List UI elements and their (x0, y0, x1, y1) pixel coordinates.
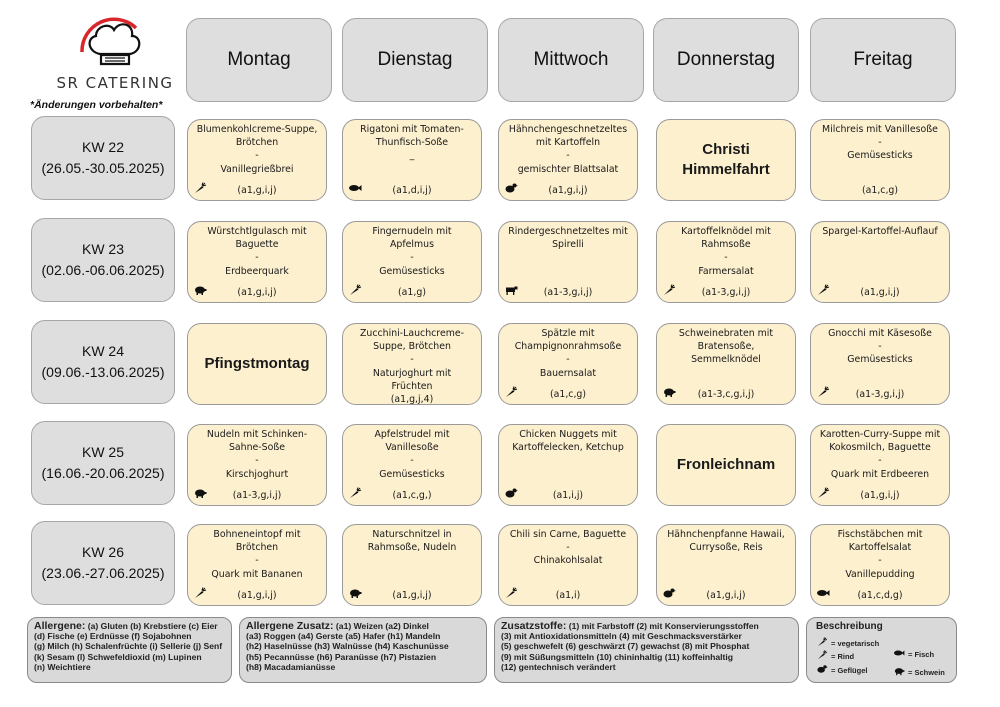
stoffe-line: (3) mit Antioxidationsmitteln (4) mit Geschmacksverstärker (501, 631, 742, 642)
holiday-label: Pfingstmontag (204, 355, 310, 372)
menu-card-montag (187, 221, 327, 303)
menu-card-donnerstag (656, 424, 796, 506)
carrot-icon (816, 487, 830, 499)
allergen-codes: (a1-3,g,i,j) (232, 489, 282, 501)
week-date-range: (02.06.-06.06.2025) (41, 262, 165, 278)
menu-card-dienstag (342, 524, 482, 606)
fish-icon (348, 182, 362, 194)
dish-name: Chili sin Carne, Baguette (509, 529, 627, 540)
allergen-codes: (a1,g,i,j) (237, 184, 277, 196)
carrot-icon (348, 487, 362, 499)
dish-separator: - (255, 555, 259, 567)
dish-side: Gemüsesticks (847, 150, 913, 162)
allergene-zusatz-box (239, 617, 487, 683)
stoffe-line: (5) geschwefelt (6) geschwärzt (7) gewachst (8) mit Phosphat (501, 641, 750, 652)
dish-separator: - (255, 455, 259, 467)
menu-card-mittwoch (498, 424, 638, 506)
allergene-line: (g) Milch (h) Schalenfrüchte (i) Sellerie (j) Senf (34, 641, 223, 652)
carrot-icon (816, 637, 828, 649)
dish-name: Hähnchenpfanne Hawaii, Currysoße, Reis (667, 529, 785, 554)
menu-card-freitag (810, 221, 950, 303)
dish-name: Gnocchi mit Käsesoße (828, 328, 932, 339)
pig-icon (193, 487, 207, 499)
week-label (31, 218, 175, 302)
stoffe-line: (12) gentechnisch verändert (501, 661, 616, 672)
dish-name: Rigatoni mit Tomaten- Thunfisch-Soße (360, 124, 464, 149)
carrot-icon (193, 587, 207, 599)
dish-name: Fingernudeln mit Apfelmus (372, 226, 452, 251)
dish-name: Naturschnitzel in Rahmsoße, Nudeln (367, 529, 457, 554)
dish-name: Chicken Nuggets mit Kartoffelecken, Ketchup (512, 429, 624, 454)
day-header-freitag: Freitag (810, 18, 956, 102)
dish-separator: - (878, 137, 882, 149)
carrot-icon (662, 284, 676, 296)
allergen-codes: (a1-3,g,i,j) (701, 286, 751, 298)
week-number: KW 26 (81, 544, 124, 560)
menu-card-mittwoch (498, 119, 638, 201)
legend-rind (816, 650, 854, 662)
allergen-codes: (a1,i) (555, 589, 581, 601)
dish-separator: - (255, 252, 259, 264)
dish-side: Vanillepudding (845, 568, 915, 580)
carrot-icon (193, 182, 207, 194)
pig-icon (662, 386, 676, 398)
allergen-codes: (a1-3,g,i,j) (855, 388, 905, 400)
day-header-montag: Montag (186, 18, 332, 102)
legend-rind-label: = Rind (831, 651, 855, 661)
menu-card-montag (187, 119, 327, 201)
dish-separator: - (878, 455, 882, 467)
dish-name: Rindergeschnetzeltes mit Spirelli (508, 226, 628, 251)
dish-separator: - (255, 150, 259, 162)
allergen-codes: (a1,g,j,4) (390, 394, 434, 406)
menu-card-montag (187, 524, 327, 606)
dish-name: Schweinebraten mit Bratensoße, Semmelknödel (678, 328, 774, 366)
dish-name: Zucchini-Lauchcreme- Suppe, Brötchen (359, 328, 464, 353)
week-date-range: (26.05.-30.05.2025) (41, 160, 165, 176)
allergene-line: (d) Fische (e) Erdnüsse (f) Sojabohnen (34, 631, 192, 642)
allergene-line: (a) Gluten (b) Krebstiere (c) Eier (87, 621, 218, 631)
carrot-icon (504, 386, 518, 398)
chicken-icon (504, 487, 518, 499)
stoffe-line: (1) mit Farbstoff (2) mit Konservierungsstoffen (568, 621, 759, 631)
allergen-codes: (a1,g,i,j) (706, 589, 746, 601)
week-label (31, 521, 175, 605)
week-label (31, 116, 175, 200)
chicken-icon (816, 664, 828, 676)
dish-name: Nudeln mit Schinken- Sahne-Soße (206, 429, 308, 454)
carrot-icon (816, 386, 830, 398)
fish-icon (816, 587, 830, 599)
dish-name: Bohneneintopf mit Brötchen (213, 529, 301, 554)
legend-veg (816, 637, 879, 649)
dish-side: Kirschjoghurt (225, 468, 289, 480)
menu-card-mittwoch (498, 323, 638, 405)
dish-name: Kartoffelknödel mit Rahmsoße (681, 226, 771, 251)
dish-side: Farmersalat (698, 265, 754, 277)
week-date-range: (16.06.-20.06.2025) (41, 465, 165, 481)
dish-name: Karotten-Curry-Suppe mit Kokosmilch, Baguette (819, 429, 941, 454)
allergene-line: (n) Weichtiere (34, 661, 91, 672)
allergen-codes: (a1,i,j) (552, 489, 584, 501)
holiday-label: Fronleichnam (676, 456, 776, 473)
menu-card-montag (187, 424, 327, 506)
allergen-codes: (a1,g,i,j) (860, 286, 900, 298)
dish-separator: - (878, 555, 882, 567)
day-header-mittwoch: Mittwoch (498, 18, 644, 102)
zusatz-line: (a1) Weizen (a2) Dinkel (335, 621, 429, 631)
zusatzstoffe-box (494, 617, 799, 683)
dish-side: Quark mit Erdbeeren (830, 468, 930, 480)
cow-icon (504, 284, 518, 296)
legend-fisch-label: = Fisch (908, 649, 935, 659)
menu-card-mittwoch (498, 221, 638, 303)
allergen-codes: (a1,d,i,j) (392, 184, 432, 196)
carrot-icon (504, 587, 518, 599)
menu-card-donnerstag (656, 524, 796, 606)
allergen-codes: (a1-3,c,g,i,j) (697, 388, 755, 400)
menu-card-donnerstag (656, 323, 796, 405)
dish-side: Erdbeerquark (225, 265, 289, 277)
legend-fisch (893, 648, 934, 660)
dish-side: gemischter Blattsalat (517, 163, 619, 175)
holiday-label: Christi Himmelfahrt (682, 141, 770, 178)
menu-card-dienstag (342, 119, 482, 201)
allergen-codes: (a1,g,i,j) (237, 589, 277, 601)
zusatz-line: (h2) Haselnüsse (h3) Walnüsse (h4) Kaschunüsse (246, 641, 449, 652)
dish-side: Gemüsesticks (379, 265, 445, 277)
dish-name: Milchreis mit Vanillesoße (822, 124, 938, 135)
week-date-range: (09.06.-13.06.2025) (41, 364, 165, 380)
allergen-codes: (a1,c,g,) (392, 489, 432, 501)
allergen-codes: (a1,g) (398, 286, 426, 298)
menu-card-freitag (810, 323, 950, 405)
menu-card-freitag (810, 119, 950, 201)
allergene-box (27, 617, 232, 683)
legend-box (806, 617, 957, 683)
dish-separator: - (410, 252, 414, 264)
zusatz-title: Allergene Zusatz: (246, 620, 334, 632)
chicken-icon (504, 182, 518, 194)
dish-separator: - (410, 354, 414, 366)
allergen-codes: (a1,g,i,j) (548, 184, 588, 196)
dish-side: Gemüsesticks (379, 468, 445, 480)
zusatz-line: (a3) Roggen (a4) Gerste (a5) Hafer (h1) Mandeln (246, 631, 441, 642)
week-number: KW 24 (81, 343, 124, 359)
legend-schwein-label: = Schwein (908, 667, 945, 677)
dish-separator: _ (409, 150, 415, 162)
pig-icon (893, 666, 905, 678)
allergen-codes: (a1,g,i,j) (237, 286, 277, 298)
logo (42, 14, 192, 98)
allergen-codes: (a1,g,i,j) (392, 589, 432, 601)
menu-card-montag (187, 323, 327, 405)
dish-separator: - (724, 252, 728, 264)
week-number: KW 25 (81, 444, 124, 460)
dish-side: Quark mit Bananen (211, 568, 303, 580)
carrot-icon (816, 650, 828, 662)
dish-side: Bauernsalat (539, 367, 597, 379)
menu-card-dienstag (342, 323, 482, 405)
disclaimer-note: *Änderungen vorbehalten* (30, 99, 163, 111)
dish-side: Naturjoghurt mit Früchten (372, 367, 452, 392)
dish-name: Spargel-Kartoffel-Auflauf (822, 226, 938, 237)
zusatzstoffe-title: Zusatzstoffe: (501, 620, 567, 632)
week-number: KW 23 (81, 241, 124, 257)
chef-hat-logo-icon (74, 14, 152, 72)
week-number: KW 22 (81, 139, 124, 155)
dish-side: Gemüsesticks (847, 354, 913, 366)
allergene-line: (k) Sesam (l) Schwefeldioxid (m) Lupinen (34, 651, 202, 662)
legend-gefluegel (816, 664, 867, 676)
menu-card-donnerstag (656, 221, 796, 303)
legend-schwein (893, 666, 945, 678)
carrot-icon (816, 284, 830, 296)
stoffe-line: (9) mit Süßungsmitteln (10) chininhaltig (11) koffeinhaltig (501, 651, 734, 662)
zusatz-line: (h5) Pecannüsse (h6) Paranüsse (h7) Pistazien (246, 651, 437, 662)
dish-name: Blumenkohlcreme-Suppe, Brötchen (196, 124, 318, 149)
dish-name: Würstchtlgulasch mit Baguette (207, 226, 307, 251)
week-date-range: (23.06.-27.06.2025) (41, 565, 165, 581)
menu-card-dienstag (342, 424, 482, 506)
legend-veg-label: = vegetarisch (831, 638, 880, 648)
dish-side: Chinakohlsalat (533, 555, 603, 567)
menu-card-donnerstag (656, 119, 796, 201)
dish-separator: - (566, 542, 570, 554)
dish-side: Vanillegrießbrei (220, 163, 294, 175)
allergen-codes: (a1,g,i,j) (860, 489, 900, 501)
zusatz-line: (h8) Macadamianüsse (246, 661, 336, 672)
day-header-dienstag: Dienstag (342, 18, 488, 102)
week-label (31, 320, 175, 404)
dish-separator: - (566, 150, 570, 162)
allergen-codes: (a1-3,g,i,j) (543, 286, 593, 298)
dish-name: Apfelstrudel mit Vanillesoße (374, 429, 450, 454)
legend-title: Beschreibung (816, 621, 883, 632)
brand-name: SR CATERING (56, 74, 174, 92)
menu-card-freitag (810, 524, 950, 606)
dish-separator: - (878, 341, 882, 353)
allergene-title: Allergene: (34, 620, 86, 632)
menu-card-freitag (810, 424, 950, 506)
week-label (31, 421, 175, 505)
pig-icon (193, 284, 207, 296)
dish-name: Spätzle mit Champignonrahmsoße (514, 328, 622, 353)
allergen-codes: (a1,c,d,g) (857, 589, 903, 601)
pig-icon (348, 587, 362, 599)
dish-separator: - (410, 455, 414, 467)
menu-card-mittwoch (498, 524, 638, 606)
dish-name: Hähnchengeschnetzeltes mit Kartoffeln (508, 124, 628, 149)
chicken-icon (662, 587, 676, 599)
fish-icon (893, 648, 905, 660)
legend-gefluegel-label: = Geflügel (831, 665, 868, 675)
allergen-codes: (a1,c,g) (861, 184, 899, 196)
dish-name: Fischstäbchen mit Kartoffelsalat (837, 529, 923, 554)
day-header-donnerstag: Donnerstag (653, 18, 799, 102)
menu-card-dienstag (342, 221, 482, 303)
dish-separator: - (566, 354, 570, 366)
allergen-codes: (a1,c,g) (549, 388, 587, 400)
carrot-icon (348, 284, 362, 296)
